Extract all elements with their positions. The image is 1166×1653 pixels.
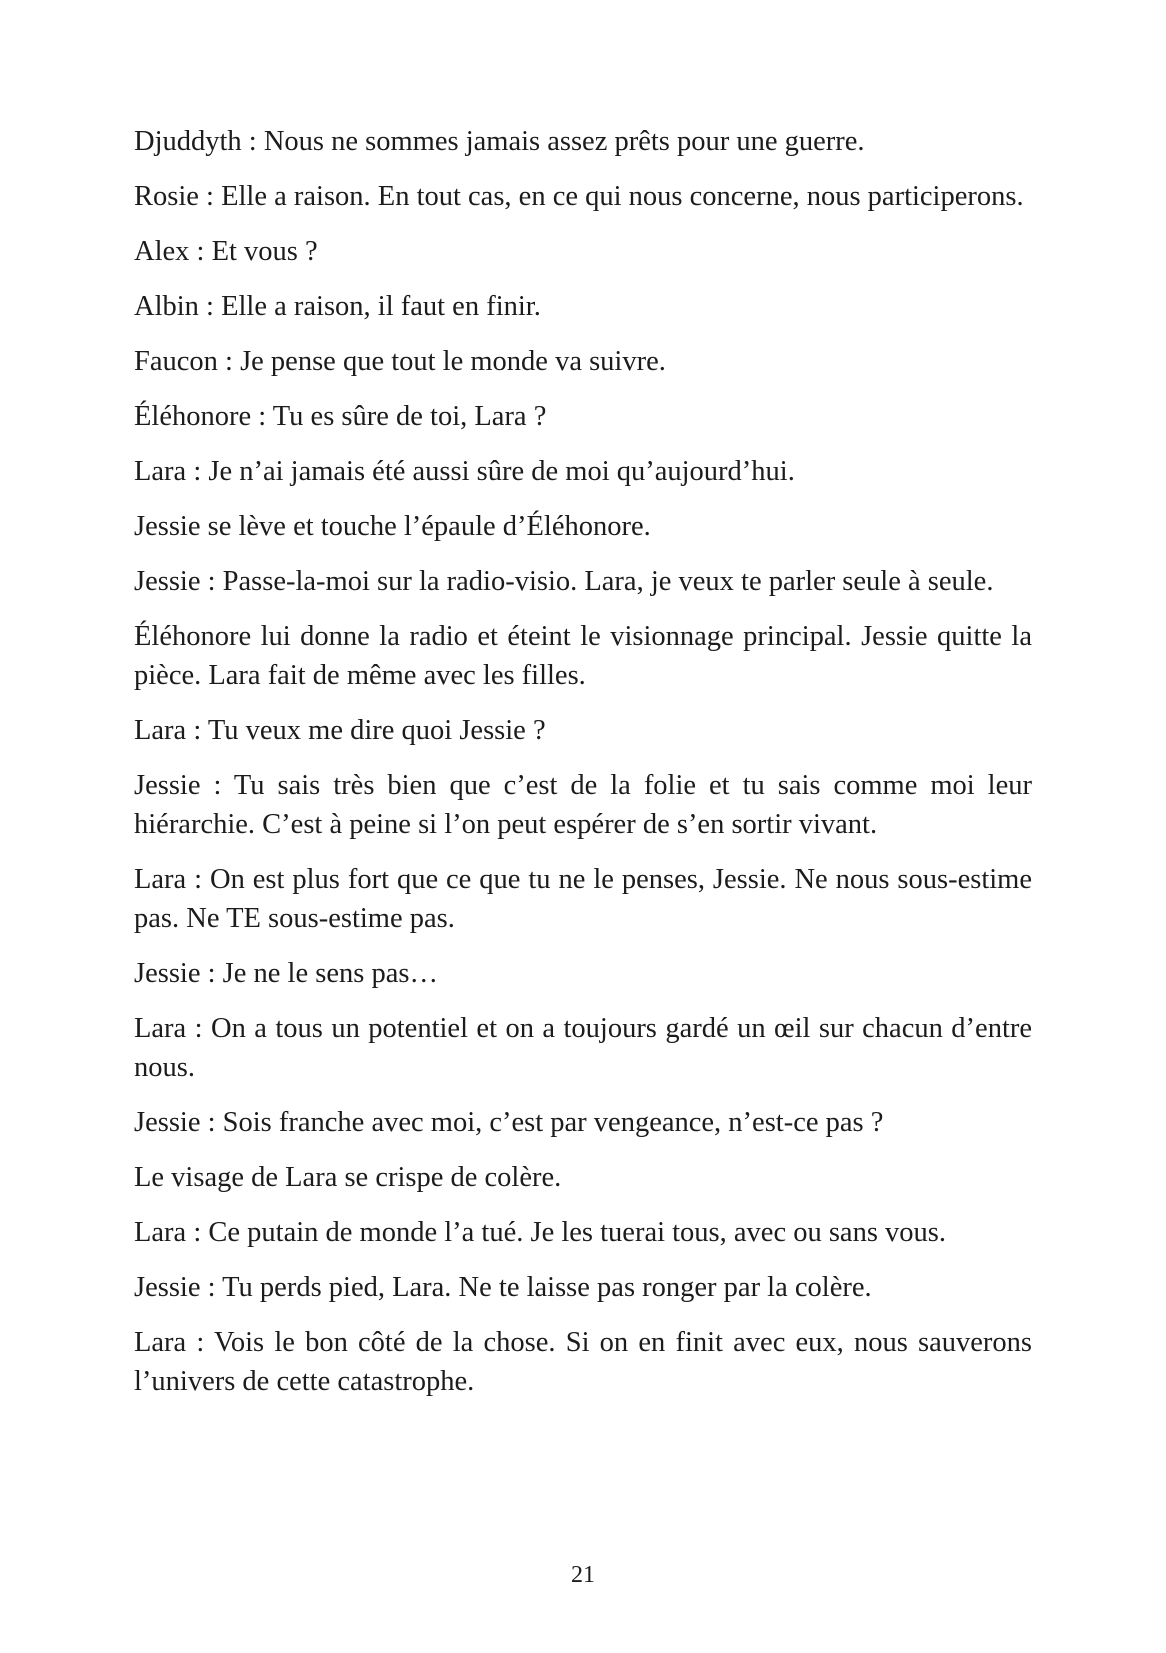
paragraph: Djuddyth : Nous ne sommes jamais assez prêts pour une guerre. <box>134 126 865 157</box>
page-text <box>134 122 1032 1417</box>
paragraph: Éléhonore lui donne la radio et éteint le visionnage principal. Jessie quitte la pièce. Lara fait de même avec les filles. <box>134 621 1032 691</box>
paragraph: Jessie : Passe-la-moi sur la radio-visio. Lara, je veux te parler seule à seule. <box>134 566 994 597</box>
paragraph: Lara : Je n’ai jamais été aussi sûre de moi qu’aujourd’hui. <box>134 456 795 487</box>
paragraph: Éléhonore : Tu es sûre de toi, Lara ? <box>134 401 547 432</box>
paragraph: Jessie : Je ne le sens pas… <box>134 958 438 989</box>
paragraph: Jessie se lève et touche l’épaule d’Éléhonore. <box>134 511 651 542</box>
paragraph: Faucon : Je pense que tout le monde va suivre. <box>134 346 666 377</box>
paragraph: Lara : On a tous un potentiel et on a toujours gardé un œil sur chacun d’entre nous. <box>134 1013 1032 1083</box>
paragraph: Rosie : Elle a raison. En tout cas, en ce qui nous concerne, nous participerons. <box>134 181 1024 212</box>
paragraph: Albin : Elle a raison, il faut en finir. <box>134 291 541 322</box>
paragraph: Jessie : Tu sais très bien que c’est de la folie et tu sais comme moi leur hiérarchie. C’est à peine si l’on peut espérer de s’en sortir vivant. <box>134 770 1032 840</box>
paragraph: Le visage de Lara se crispe de colère. <box>134 1162 562 1193</box>
paragraph: Lara : Ce putain de monde l’a tué. Je les tuerai tous, avec ou sans vous. <box>134 1217 947 1248</box>
paragraph: Lara : On est plus fort que ce que tu ne le penses, Jessie. Ne nous sous-estime pas. Ne TE sous-estime pas. <box>134 864 1032 934</box>
page-number: 21 <box>571 1562 595 1588</box>
paragraph: Alex : Et vous ? <box>134 236 318 267</box>
paragraph: Jessie : Tu perds pied, Lara. Ne te laisse pas ronger par la colère. <box>134 1272 872 1303</box>
paragraph: Lara : Vois le bon côté de la chose. Si on en finit avec eux, nous sauverons l’univers de cette catastrophe. <box>134 1327 1032 1397</box>
paragraph: Lara : Tu veux me dire quoi Jessie ? <box>134 715 546 746</box>
paragraph: Jessie : Sois franche avec moi, c’est par vengeance, n’est-ce pas ? <box>134 1107 884 1138</box>
